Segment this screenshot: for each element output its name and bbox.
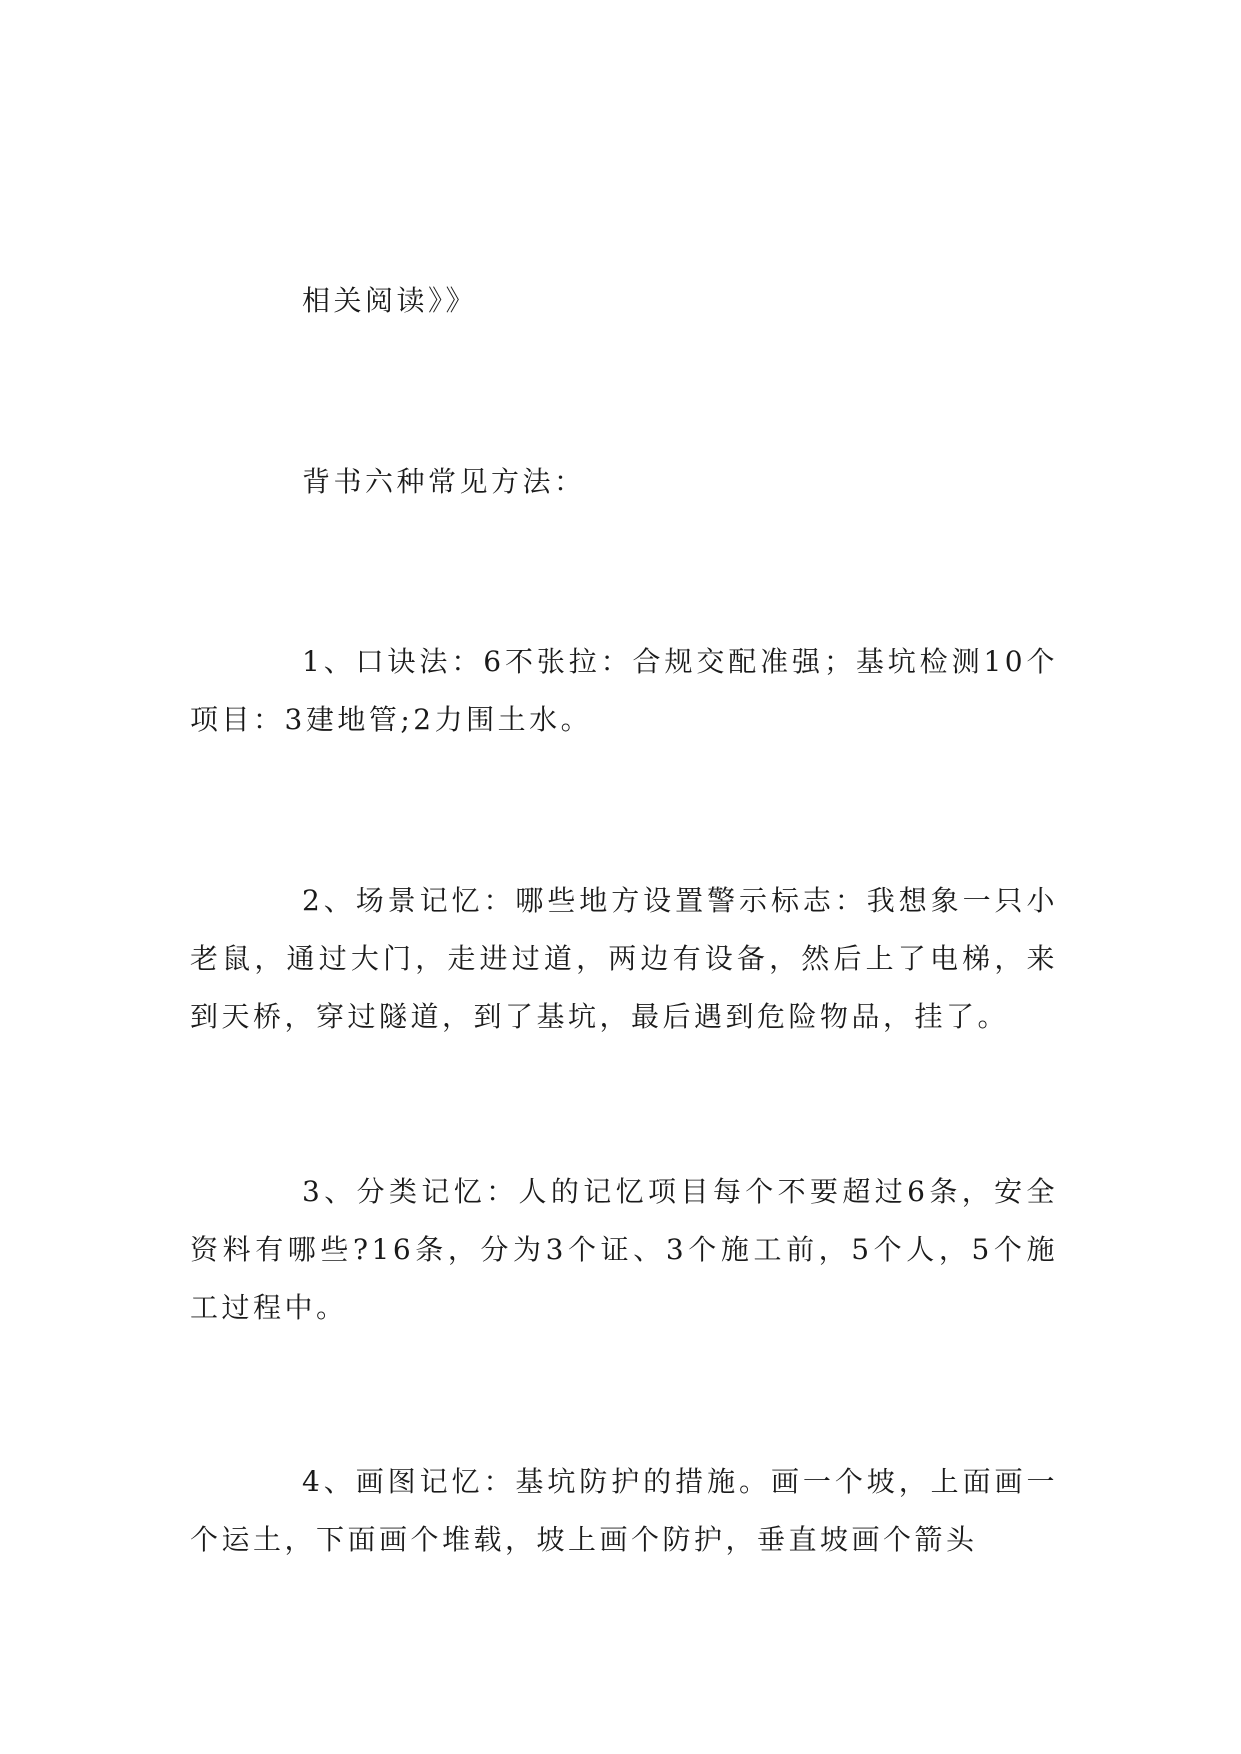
method-paragraph-scene-memory: 2、场景记忆：哪些地方设置警示标志：我想象一只小老鼠，通过大门，走进过道，两边有设备，然后上了电梯，来到天桥，穿过隧道，到了基坑，最后遇到危险物品，挂了。 <box>190 884 1058 1033</box>
method-paragraph-category-memory: 3、分类记忆：人的记忆项目每个不要超过6条，安全资料有哪些?16条，分为3个证、3个施工前，5个人，5个施工过程中。 <box>190 1175 1058 1324</box>
method-paragraph-drawing-memory: 4、画图记忆：基坑防护的措施。画一个坡，上面画一个运土，下面画个堆载，坡上画个防护，垂直坡画个箭头 <box>190 1465 1058 1556</box>
method-paragraph-mnemonic: 1、口诀法：6不张拉：合规交配准强；基坑检测10个项目：3建地管;2力围土水。 <box>190 645 1058 736</box>
methods-heading: 背书六种常见方法： <box>302 465 586 498</box>
related-reading-link[interactable]: 相关阅读》》 <box>302 284 478 317</box>
